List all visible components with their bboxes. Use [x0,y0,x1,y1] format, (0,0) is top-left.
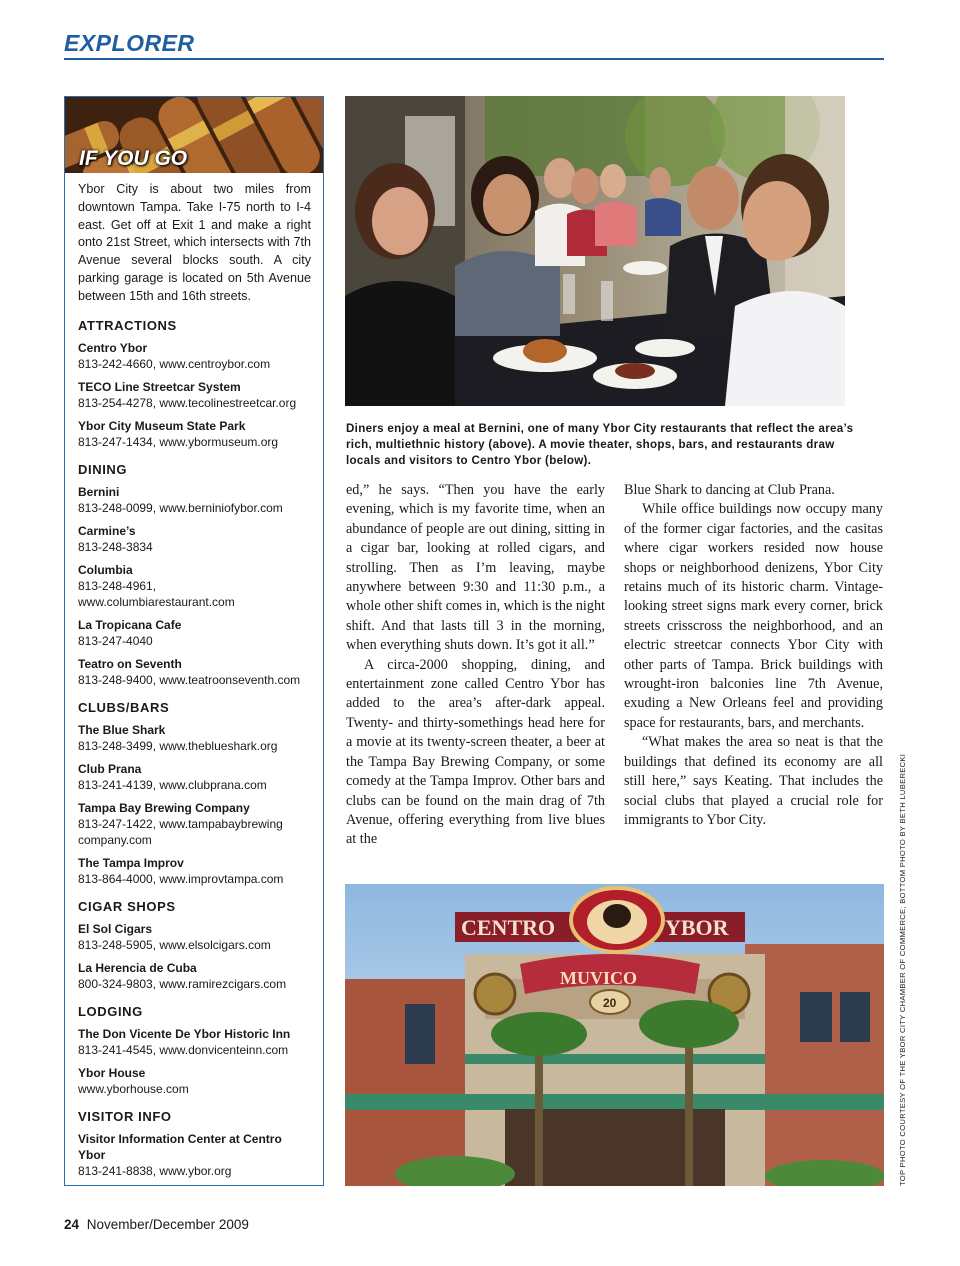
sidebar-heading: CIGAR SHOPS [78,898,176,914]
article-paragraph: “What makes the area so neat is that the buildings that defined its economy are all still here,” says Keating. That includes the social clubs that played a crucial role for immigrants to Ybor City. [624,734,883,828]
listing-contact: 813-241-4545, www.donvicenteinn.com [78,1042,289,1057]
listing-contact: 813-248-3499, www.theblueshark.org [78,738,278,753]
centro-ybor-photo [345,884,884,1186]
sidebar-heading: ATTRACTIONS [78,317,177,333]
listing-contact: 813-241-8838, www.ybor.org [78,1163,232,1178]
if-you-go-sidebar [64,96,324,1186]
sidebar-listing [65,617,323,649]
article-paragraph: Blue Shark to dancing at Club Prana. [624,482,835,498]
page-number: 24 [64,1217,80,1232]
listing-name: Ybor House [78,1065,146,1080]
sidebar-listing [65,960,323,992]
listing-contact: 813-254-4278, www.tecolinestreetcar.org [78,395,297,410]
sidebar-heading: VISITOR INFO [78,1108,172,1124]
listing-contact: 800-324-9803, www.ramirezcigars.com [78,976,287,991]
sidebar-listing [65,656,323,688]
listing-contact: 813-247-4040 [78,633,153,648]
marquee-right-text: YBOR [665,915,729,940]
sidebar-listing [65,379,323,411]
listing-contact: 813-247-1434, www.ybormuseum.org [78,434,279,449]
listing-contact: 813-247-1422, www.tampabaybrewing company.com [78,816,283,847]
sidebar-listing [65,1131,323,1179]
sidebar-listing [65,484,323,516]
listing-contact: 813-248-0099, www.berniniofybor.com [78,500,283,515]
listing-name: The Tampa Improv [78,855,184,870]
sidebar-listing [65,800,323,848]
listing-name: El Sol Cigars [78,921,153,936]
listing-name: The Blue Shark [78,722,166,737]
sidebar-listing [65,523,323,555]
listing-name: La Tropicana Cafe [78,617,182,632]
listing-name: Columbia [78,562,133,577]
listing-contact: 813-248-4961, www.columbiarestaurant.com [78,578,235,609]
sidebar-heading: CLUBS/BARS [78,699,170,715]
sidebar-listing [65,1065,323,1097]
sidebar-listing [65,855,323,887]
title-rule [64,58,884,60]
article-column-1 [346,481,605,850]
photo-caption: Diners enjoy a meal at Bernini, one of many Ybor City restaurants that reflect the area’s rich, multiethnic history (above). A movie theater, shops, bars, and restaurants draw locals and visitors to Centro Ybor (below). [346,422,854,467]
sidebar-listing [65,340,323,372]
sidebar-listing [65,1026,323,1058]
listing-name: Ybor City Museum State Park [78,418,246,433]
listing-contact: 813-241-4139, www.clubprana.com [78,777,267,792]
photo-credit: TOP PHOTO COURTESY OF THE YBOR CITY CHAMBER OF COMMERCE; BOTTOM PHOTO BY BETH LUBERECKI [898,753,907,1186]
sidebar-listing [65,562,323,610]
issue-date: November/December 2009 [86,1217,249,1232]
listing-name: La Herencia de Cuba [78,960,197,975]
listing-contact: 813-248-3834 [78,539,153,554]
listing-contact: 813-248-5905, www.elsolcigars.com [78,937,271,952]
screens-count-text: 20 [603,996,617,1010]
banner-title: IF YOU GO [79,147,188,170]
sidebar-listing [65,761,323,793]
marquee-left-text: CENTRO [461,915,556,940]
article-paragraph: A circa-2000 shopping, dining, and entertainment zone called Centro Ybor has added to the area’s after-dark appeal. Twenty- and thirty-somethings head here for a movie at its twenty-screen theater, a beer at the Tampa Bay Brewing Company, or some comedy at the Tampa Improv. Other bars and clubs can be found on the main drag of 7th Avenue, offering everything from live blues at the [346,656,605,848]
sidebar-heading: LODGING [78,1003,143,1019]
listing-name: Bernini [78,484,120,499]
section-title: EXPLORER [64,30,195,56]
cigar-banner-image [65,97,323,173]
listing-name: TECO Line Streetcar System [78,379,241,394]
sidebar-intro: Ybor City is about two miles from downtown Tampa. Take I-75 north to I-4 east. Get off at Exit 1 and make a right onto 21st Street, which intersects with 7th Avenue several blocks south. A city parking garage is located on 5th Avenue between 15th and 16th streets. [78,182,311,303]
listing-name: Carmine’s [78,523,136,538]
sidebar-heading: DINING [78,461,128,477]
listing-contact: 813-248-9400, www.teatroonseventh.com [78,672,301,687]
article-paragraph: While office buildings now occupy many of the former cigar factories, and the casitas where cigar workers resided now house shops or neighborhood denizens, Ybor City retains much of its historic charm. Vintage-looking street signs mark every corner, brick streets crisscross the neighborhood, and an electric streetcar connects Ybor City with other parts of Tampa. Brick buildings with wrought-iron balconies line 7th Avenue, exuding a New Orleans feel and providing space for restaurants, bars, and merchants. [624,501,883,731]
page-footer [64,1217,249,1232]
sidebar-listing [65,921,323,953]
listing-name: Teatro on Seventh [78,656,182,671]
listing-name: Club Prana [78,761,142,776]
listing-contact: www.yborhouse.com [78,1081,189,1096]
sidebar-listing [65,418,323,450]
restaurant-photo [345,96,845,406]
article-paragraph: ed,” he says. “Then you have the early evening, which is my favorite time, when an abundance of people are out dining, sitting in a cigar bar, looking at rolled cigars, and strolling. Then as I’m leaving, maybe anywhere between 9:30 and 11:30 p.m., a whole other shift comes in, which is the night shift. And that lasts till 3 in the morning, when everything shuts down. It’s got it all.” [346,482,605,654]
listing-name: The Don Vicente De Ybor Historic Inn [78,1026,291,1041]
listing-name: Tampa Bay Brewing Company [78,800,250,815]
sidebar-listing [65,722,323,754]
listing-name: Centro Ybor [78,340,148,355]
theater-name-text: MUVICO [560,968,637,988]
listing-name: Visitor Information Center at Centro Ybor [78,1131,282,1162]
sidebar-sections [65,318,323,1179]
listing-contact: 813-242-4660, www.centroybor.com [78,356,271,371]
article-column-2 [624,481,883,830]
listing-contact: 813-864-4000, www.improvtampa.com [78,871,284,886]
